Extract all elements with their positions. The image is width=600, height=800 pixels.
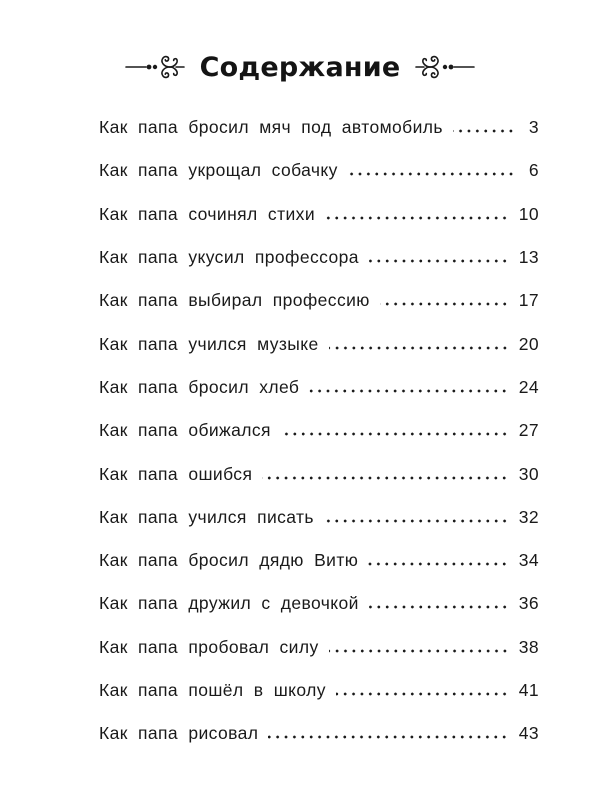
toc-entry-page: 13 — [518, 247, 539, 268]
toc-entry-page: 27 — [518, 420, 539, 441]
toc-entry-page: 24 — [518, 376, 539, 397]
toc-entry[interactable] — [99, 539, 539, 582]
toc-entry-page: 6 — [528, 160, 539, 181]
toc-entry[interactable] — [99, 626, 539, 669]
toc-dot-leader — [309, 389, 508, 393]
toc-entry-page: 17 — [518, 290, 539, 311]
toc-entry[interactable] — [99, 106, 539, 149]
contents-heading — [0, 44, 600, 90]
toc-dot-leader — [369, 605, 509, 609]
toc-entry-page: 36 — [518, 593, 539, 614]
right-scroll-ornament-icon — [414, 54, 476, 80]
toc-entry-title: Как папа бросил мяч под автомобиль — [99, 117, 443, 138]
toc-entry-page: 34 — [518, 550, 539, 571]
toc-entry-title: Как папа пошёл в школу — [99, 680, 326, 700]
toc-entry[interactable] — [99, 236, 539, 279]
toc-entry[interactable] — [99, 322, 539, 365]
contents-title: Содержание — [199, 51, 401, 83]
toc-entry[interactable] — [99, 496, 539, 539]
toc-entry-title: Как папа обижался — [99, 420, 271, 441]
toc-entry[interactable] — [99, 279, 539, 322]
toc-entry-title: Как папа дружил с девочкой — [99, 593, 359, 614]
toc-entry-title: Как папа сочинял стихи — [99, 203, 315, 224]
toc-entry-page: 20 — [518, 333, 539, 354]
toc-dot-leader — [329, 346, 509, 350]
toc-dot-leader — [369, 259, 509, 263]
toc-entry[interactable] — [99, 193, 539, 236]
toc-dot-leader — [380, 302, 509, 306]
toc-entry-page: 32 — [518, 506, 539, 527]
toc-entry-page: 10 — [518, 203, 539, 224]
toc-dot-leader — [325, 216, 509, 220]
toc-dot-leader — [262, 476, 508, 480]
toc-dot-leader — [368, 562, 508, 566]
toc-dot-leader — [268, 735, 508, 739]
toc-entry-page: 43 — [518, 723, 539, 744]
toc-entry-title: Как папа бросил дядю Витю — [99, 550, 359, 571]
toc-entry[interactable] — [99, 669, 539, 712]
toc-entry-title: Как папа учился музыке — [99, 333, 319, 354]
toc-entry[interactable] — [99, 149, 539, 192]
toc-entry-title: Как папа учился писать — [99, 506, 314, 527]
toc-entry[interactable] — [99, 452, 539, 495]
toc-entry-page: 41 — [518, 680, 539, 700]
toc-entry[interactable] — [99, 409, 539, 452]
toc-entry[interactable] — [99, 582, 539, 625]
toc-dot-leader — [324, 519, 509, 523]
toc-entry-page: 30 — [518, 463, 539, 484]
toc-entry[interactable] — [99, 712, 539, 755]
toc-dot-leader — [336, 692, 509, 696]
toc-entry-title: Как папа рисовал — [99, 723, 259, 744]
toc-entry-title: Как папа укусил профессора — [99, 247, 359, 268]
toc-dot-leader — [348, 172, 515, 176]
toc-dot-leader — [453, 129, 515, 133]
toc-dot-leader — [329, 649, 509, 653]
toc-entry-page: 3 — [528, 117, 539, 138]
toc-entry-title: Как папа укрощал собачку — [99, 160, 338, 181]
table-of-contents — [99, 106, 539, 755]
left-scroll-ornament-icon — [124, 54, 186, 80]
toc-dot-leader — [281, 432, 509, 436]
toc-entry-title: Как папа ошибся — [99, 463, 253, 484]
toc-entry[interactable] — [99, 366, 539, 409]
toc-entry-title: Как папа бросил хлеб — [99, 376, 300, 397]
toc-entry-title: Как папа выбирал профессию — [99, 290, 370, 311]
toc-entry-page: 38 — [518, 636, 539, 657]
toc-entry-title: Как папа пробовал силу — [99, 636, 319, 657]
